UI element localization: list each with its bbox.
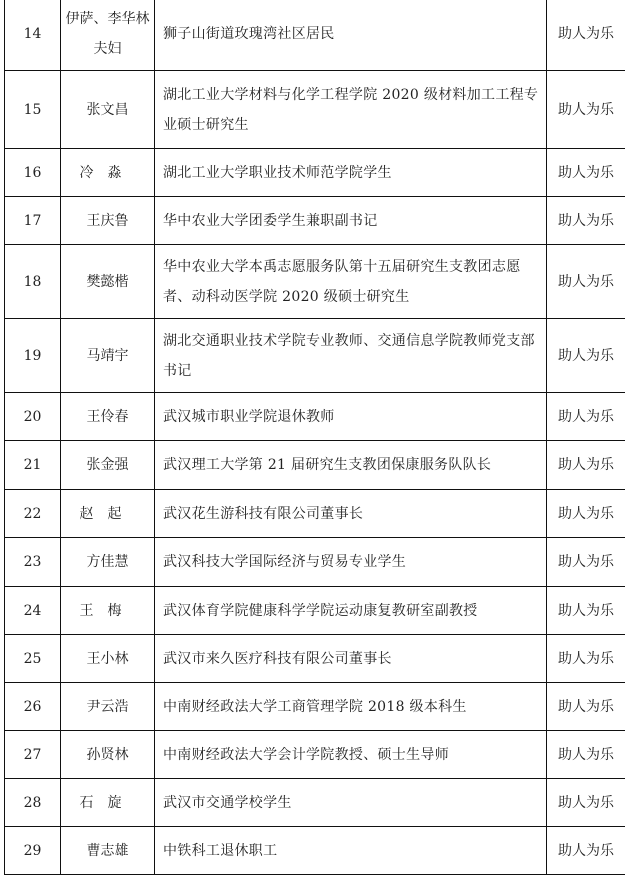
award-category: 助人为乐 [547, 393, 626, 441]
award-category: 助人为乐 [547, 319, 626, 393]
table-row [5, 245, 626, 319]
award-category: 助人为乐 [547, 827, 626, 875]
award-category: 助人为乐 [547, 245, 626, 319]
row-number: 26 [5, 683, 61, 731]
person-description: 中铁科工退休职工 [155, 827, 547, 875]
award-category: 助人为乐 [547, 197, 626, 245]
award-category: 助人为乐 [547, 441, 626, 490]
row-number: 25 [5, 635, 61, 683]
row-number: 19 [5, 319, 61, 393]
award-category: 助人为乐 [547, 779, 626, 827]
row-number: 20 [5, 393, 61, 441]
table-row [5, 393, 626, 441]
table-row [5, 587, 626, 635]
person-name: 冷淼 [61, 149, 155, 197]
person-description: 中南财经政法大学会计学院教授、硕士生导师 [155, 731, 547, 779]
table-row [5, 731, 626, 779]
row-number: 18 [5, 245, 61, 319]
person-name: 王梅 [61, 587, 155, 635]
person-description: 华中农业大学团委学生兼职副书记 [155, 197, 547, 245]
person-name: 马靖宇 [61, 319, 155, 393]
honoree-table [4, 0, 625, 875]
person-description: 武汉市来久医疗科技有限公司董事长 [155, 635, 547, 683]
person-name: 张金强 [61, 441, 155, 490]
award-category: 助人为乐 [547, 149, 626, 197]
table-row [5, 490, 626, 538]
table-row [5, 149, 626, 197]
person-description: 湖北工业大学职业技术师范学院学生 [155, 149, 547, 197]
table-row [5, 779, 626, 827]
row-number: 15 [5, 71, 61, 149]
award-category: 助人为乐 [547, 490, 626, 538]
person-description: 武汉理工大学第 21 届研究生支教团保康服务队队长 [155, 441, 547, 490]
award-category: 助人为乐 [547, 635, 626, 683]
person-name: 王小林 [61, 635, 155, 683]
person-description: 武汉城市职业学院退休教师 [155, 393, 547, 441]
table-row [5, 683, 626, 731]
table-row [5, 197, 626, 245]
table-row [5, 0, 626, 71]
person-description: 中南财经政法大学工商管理学院 2018 级本科生 [155, 683, 547, 731]
table-row [5, 538, 626, 587]
person-description: 武汉科技大学国际经济与贸易专业学生 [155, 538, 547, 587]
row-number: 21 [5, 441, 61, 490]
row-number: 17 [5, 197, 61, 245]
award-category: 助人为乐 [547, 71, 626, 149]
table-row [5, 635, 626, 683]
row-number: 23 [5, 538, 61, 587]
person-description: 湖北交通职业技术学院专业教师、交通信息学院教师党支部书记 [155, 319, 547, 393]
person-description: 武汉市交通学校学生 [155, 779, 547, 827]
person-name: 樊懿楷 [61, 245, 155, 319]
person-name: 王庆鲁 [61, 197, 155, 245]
award-category: 助人为乐 [547, 587, 626, 635]
person-description: 华中农业大学本禹志愿服务队第十五届研究生支教团志愿者、动科动医学院 2020 级硕士研究生 [155, 245, 547, 319]
person-name: 石旋 [61, 779, 155, 827]
person-name: 张文昌 [61, 71, 155, 149]
person-name: 赵起 [61, 490, 155, 538]
award-category: 助人为乐 [547, 731, 626, 779]
person-name: 伊萨、李华林夫妇 [61, 0, 155, 71]
person-name: 尹云浩 [61, 683, 155, 731]
person-name: 曹志雄 [61, 827, 155, 875]
row-number: 29 [5, 827, 61, 875]
award-category: 助人为乐 [547, 538, 626, 587]
person-name: 孙贤林 [61, 731, 155, 779]
table-row [5, 441, 626, 490]
table-row [5, 827, 626, 875]
person-name: 王伶春 [61, 393, 155, 441]
row-number: 24 [5, 587, 61, 635]
row-number: 22 [5, 490, 61, 538]
person-name: 方佳慧 [61, 538, 155, 587]
person-description: 湖北工业大学材料与化学工程学院 2020 级材料加工工程专业硕士研究生 [155, 71, 547, 149]
person-description: 狮子山街道玫瑰湾社区居民 [155, 0, 547, 71]
row-number: 16 [5, 149, 61, 197]
table-row [5, 71, 626, 149]
person-description: 武汉花生游科技有限公司董事长 [155, 490, 547, 538]
table-row [5, 319, 626, 393]
row-number: 28 [5, 779, 61, 827]
award-category: 助人为乐 [547, 683, 626, 731]
document-page [4, 0, 625, 878]
person-description: 武汉体育学院健康科学学院运动康复教研室副教授 [155, 587, 547, 635]
row-number: 27 [5, 731, 61, 779]
row-number: 14 [5, 0, 61, 71]
award-category: 助人为乐 [547, 0, 626, 71]
